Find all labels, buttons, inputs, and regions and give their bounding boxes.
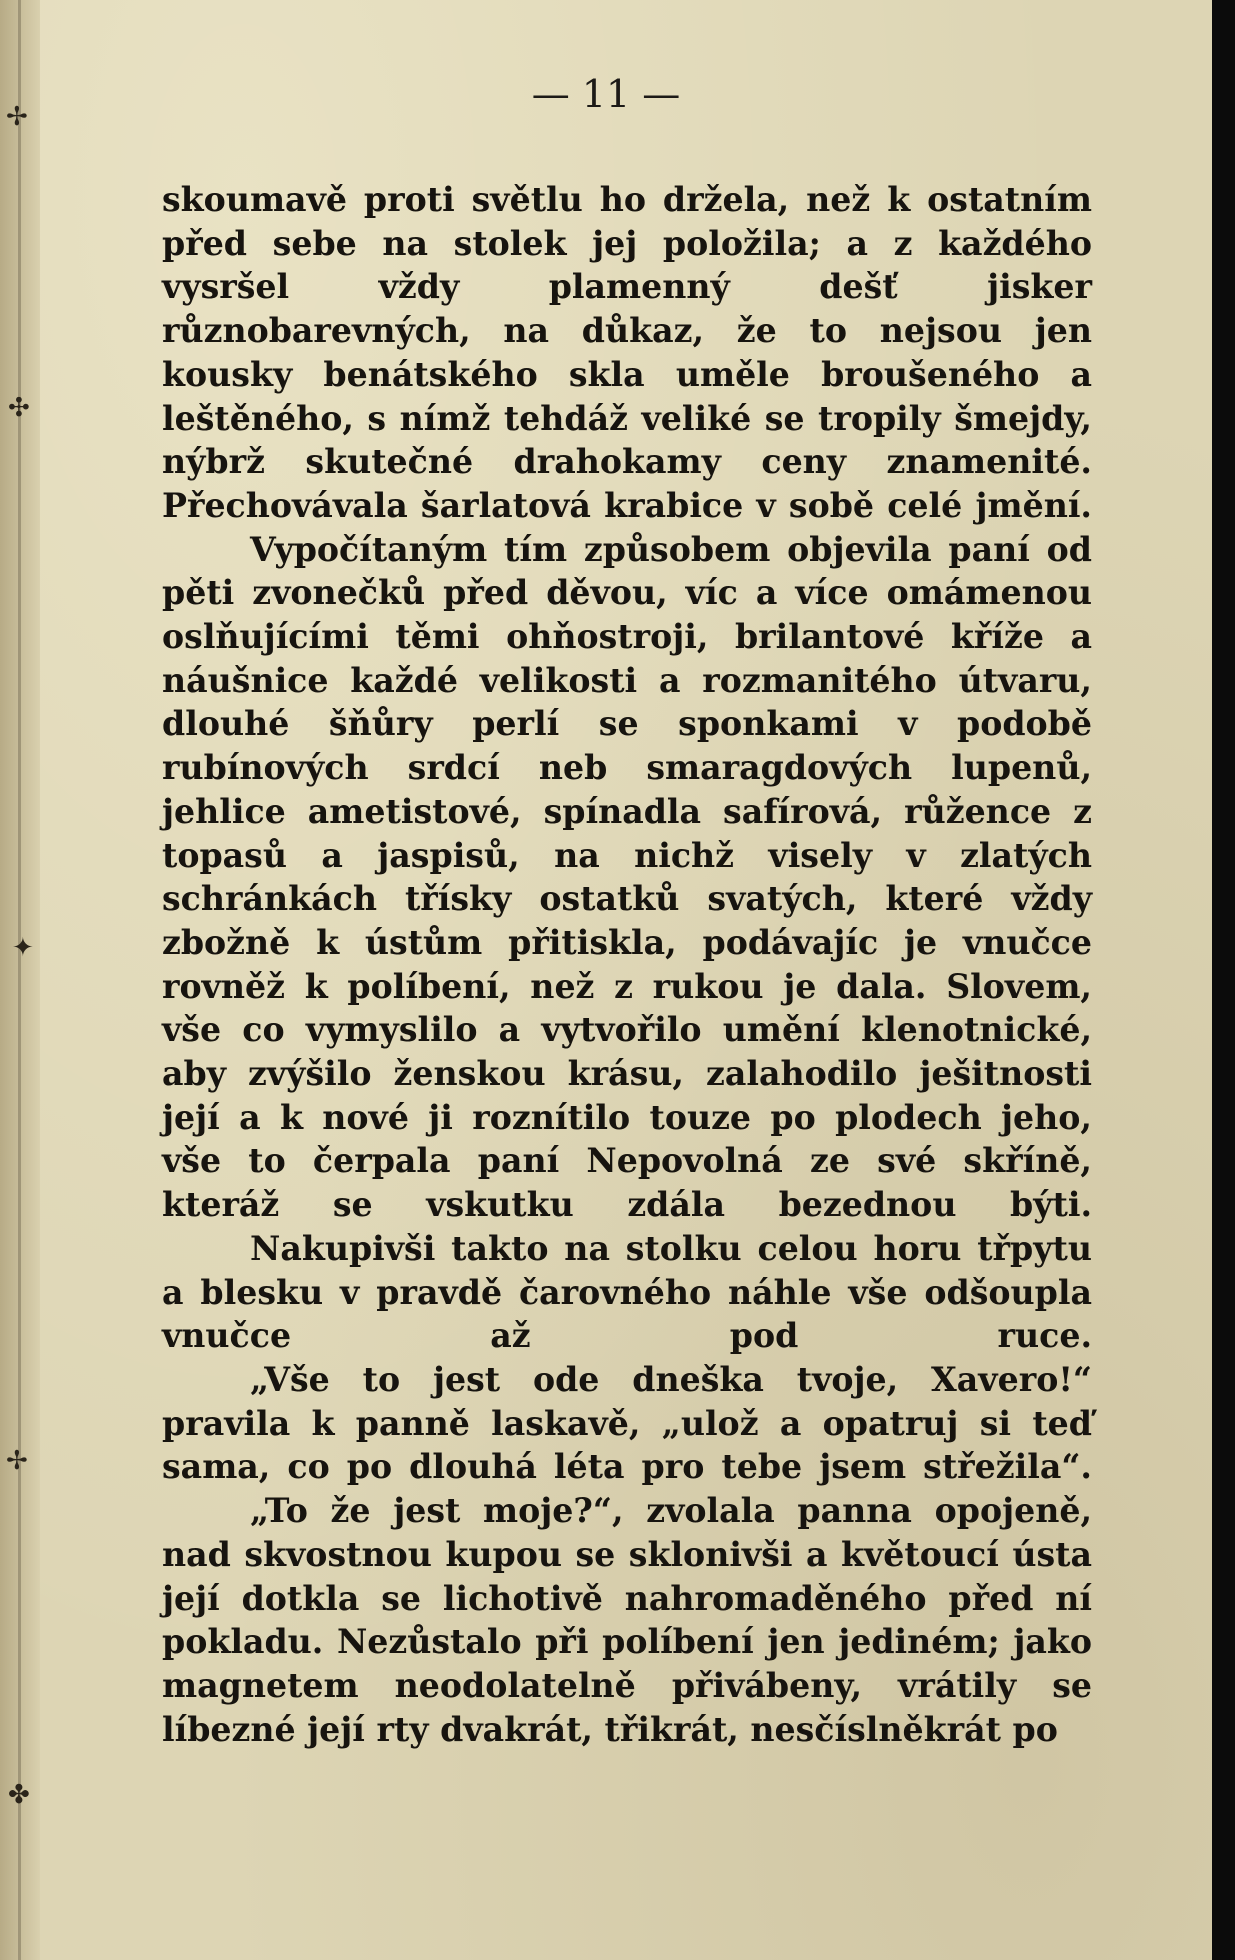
- gutter-stain-mark: ✢: [6, 102, 28, 132]
- paragraph: „To že jest moje?“, zvolala panna opojeně, nad skvostnou kupou se sklonivši a květoucí ústa její dotkla se lichotivě nahromaděného před ní pokladu. Nezůstalo při políbení jen jediném; jako magnetem neodolatelně přivábeny, vrátily se líbezné její rty dvakrát, třikrát, nesčíslněkrát po: [162, 1491, 1092, 1749]
- body-text: [162, 178, 1092, 1751]
- page-number: — 11 —: [531, 72, 681, 116]
- gutter-stain-mark: ✢: [6, 1446, 28, 1476]
- paragraph: Vypočítaným tím způsobem objevila paní od pěti zvonečků před děvou, víc a více omámenou oslňujícími těmi ohňostroji, brilantové kříže a náušnice každé velikosti a rozmanitého útvaru, dlouhé šňůry perlí se sponkami v podobě rubínových srdcí neb smaragdových lupenů, jehlice ametistové, spínadla safírová, růžence z topasů a jaspisů, na nichž visely v zlatých schránkách třísky ostatků svatých, které vždy zbožně k ústům přitiskla, podávajíc je vnučce rovněž k políbení, než z rukou je dala. Slovem, vše co vymyslilo a vytvořilo umění klenotnické, aby zvýšilo ženskou krásu, zalahodilo ješitnosti její a k nové ji roznítilo touze po plodech jeho, vše to čerpala paní Nepovolná ze své skříně, kteráž se vskutku zdála bezednou býti.: [162, 529, 1092, 1225]
- paragraph: „Vše to jest ode dneška tvoje, Xavero!“ pravila k panně laskavě, „ulož a opatruj si teď sama, co po dlouhá léta pro tebe jsem střežila“.: [162, 1359, 1092, 1487]
- paragraph: Nakupivši takto na stolku celou horu třpytu a blesku v pravdě čarovného náhle vše odšoupla vnučce až pod ruce.: [162, 1228, 1092, 1356]
- paragraph: skoumavě proti světlu ho držela, než k ostatním před sebe na stolek jej položila; a z každého vysršel vždy plamenný dešť jisker různobarevných, na důkaz, že to nejsou jen kousky benátského skla uměle broušeného a leštěného, s nímž tehdáž veliké se tropily šmejdy, nýbrž skutečné drahokamy ceny znamenité. Přechovávala šarlatová krabice v sobě celé jmění.: [162, 180, 1092, 525]
- gutter-crease: [18, 0, 21, 1960]
- gutter-stain-mark: ✣: [8, 393, 30, 423]
- gutter-stain-mark: ✦: [12, 933, 34, 963]
- gutter-stain-mark: ✤: [8, 1780, 30, 1810]
